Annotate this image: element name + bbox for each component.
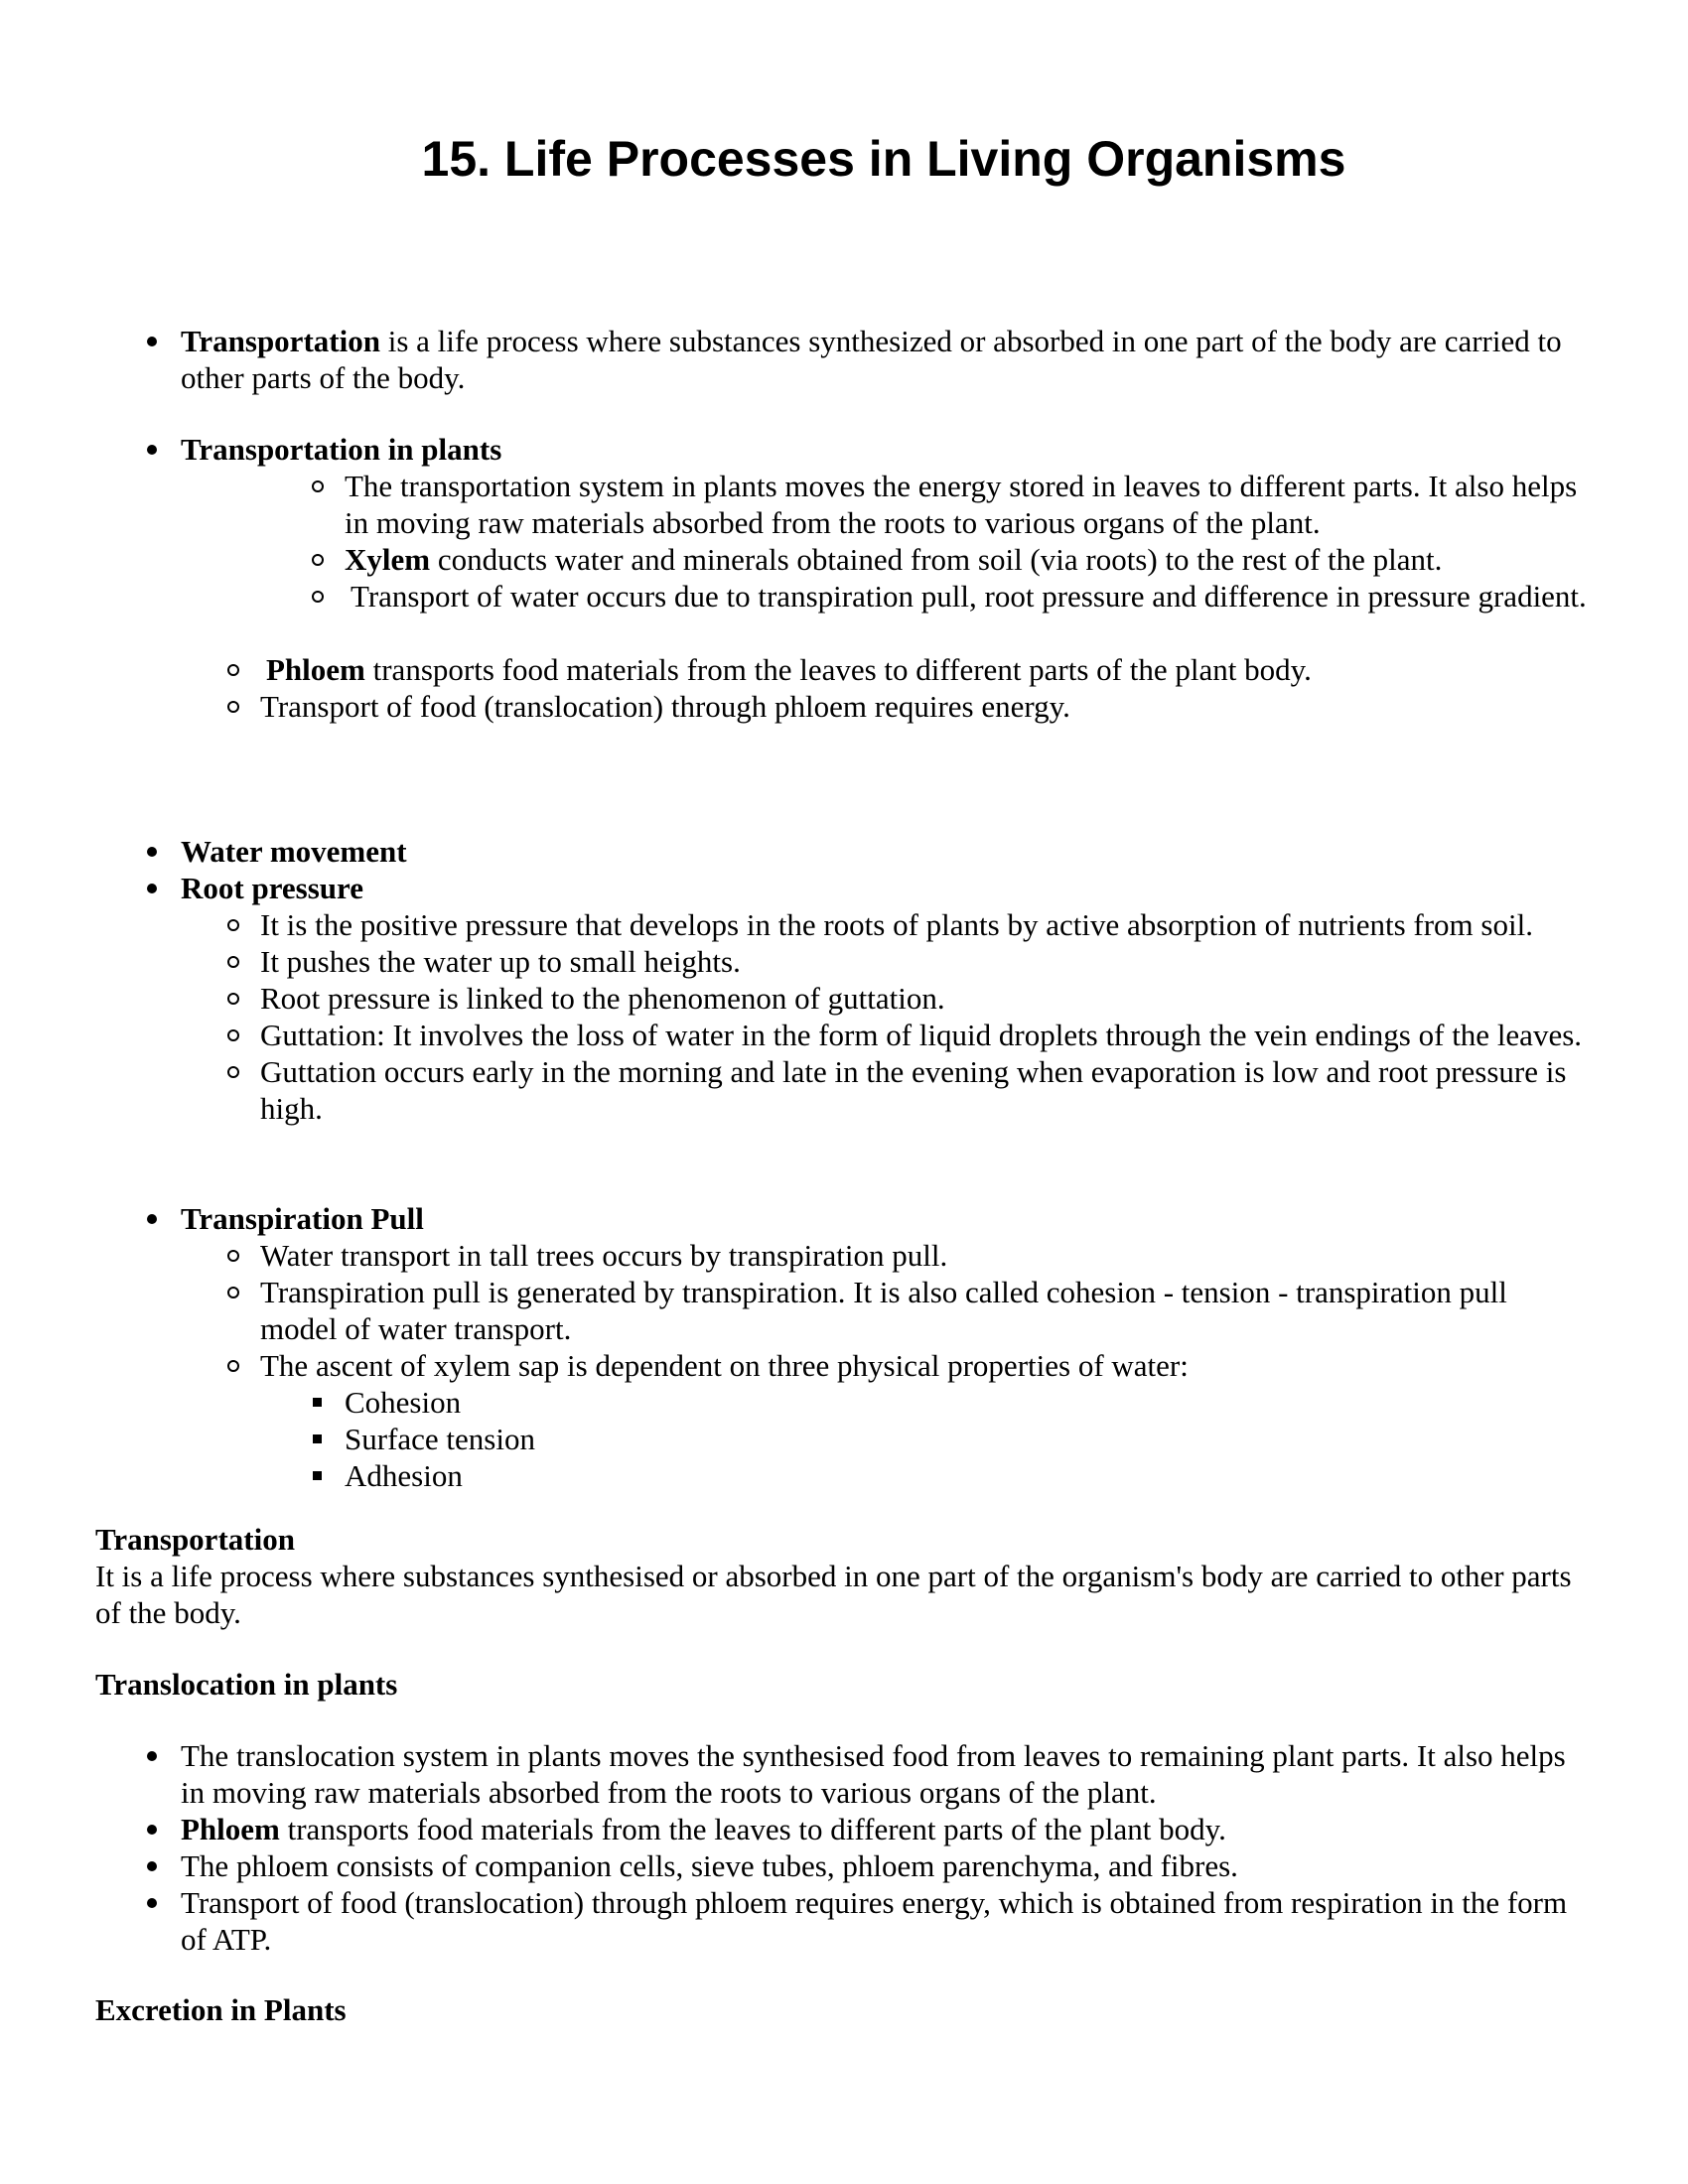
phloem-sublist [179,651,1589,725]
translocation-section-heading [95,1666,1605,1703]
transpiration-pull-sublist [179,1237,1589,1384]
page-title: 15. Life Processes in Living Organisms [421,131,1346,187]
root-pressure-sublist [179,906,1589,1127]
list-item-text: The ascent of xylem sap is dependent on three physical properties of water: [260,1348,1189,1383]
list-item [179,943,1589,980]
transpiration-pull-list [99,1200,1589,1237]
list-item-text: It is the positive pressure that develops in the roots of plants by active absorption of nutrients from soil. [260,907,1533,942]
list-item-text: Surface tension [345,1422,535,1456]
section-heading-translocation: Translocation in plants [95,1667,398,1702]
list-item-text: Adhesion [345,1458,463,1493]
list-item-text: Transpiration pull is generated by transpiration. It is also called cohesion - tension - transpiration pull model of water transport. [260,1275,1507,1346]
list-item [179,1053,1589,1127]
list-item-text: conducts water and minerals obtained from soil (via roots) to the rest of the plant. [430,542,1443,577]
list-item [179,1347,1589,1384]
list-item [99,1847,1589,1884]
transportation-in-plants-sublist [263,468,1594,614]
section-heading-transportation: Transportation [95,1522,295,1557]
heading-transpiration-pull: Transpiration Pull [181,1201,424,1236]
list-item-text: Water transport in tall trees occurs by transpiration pull. [260,1238,948,1273]
heading-water-movement: Water movement [181,834,407,869]
list-item [179,1237,1589,1274]
transportation-definition-list [99,323,1589,396]
heading-root-pressure: Root pressure [181,871,363,905]
list-item [263,541,1594,578]
term-phloem: Phloem [181,1812,280,1846]
list-item-text: Guttation occurs early in the morning and late in the evening when evaporation is low and root pressure is high. [260,1054,1567,1126]
list-item-text: Transport of food (translocation) through phloem requires energy, which is obtained from respiration in the form of ATP. [181,1885,1568,1957]
transportation-in-plants-list [99,431,1589,468]
term-phloem: Phloem [266,652,365,687]
water-properties-list [263,1384,1594,1494]
list-item [99,1811,1589,1847]
list-item [179,651,1589,688]
list-item [99,1200,1589,1237]
term-transportation: Transportation [181,324,380,358]
list-item [179,906,1589,943]
list-item-text: The transportation system in plants moves the energy stored in leaves to different parts. It also helps in moving raw materials absorbed from the roots to various organs of the plant. [345,469,1578,540]
list-item-text: The phloem consists of companion cells, sieve tubes, phloem parenchyma, and fibres. [181,1848,1238,1883]
list-item-text: transports food materials from the leaves to different parts of the plant body. [279,1812,1226,1846]
list-item [179,1017,1589,1053]
transportation-section [95,1521,1605,1631]
definition-text: is a life process where substances synthesized or absorbed in one part of the body are carried to other parts of the body. [181,324,1562,395]
list-item-text: It pushes the water up to small heights. [260,944,741,979]
list-item [263,1457,1594,1494]
water-movement-list [99,833,1589,906]
list-item [263,468,1594,541]
list-item [99,870,1589,906]
section-heading-excretion: Excretion in Plants [95,1992,347,2027]
list-item [99,833,1589,870]
list-item [263,1421,1594,1457]
list-item-text: Transport of water occurs due to transpiration pull, root pressure and difference in pressure gradient. [351,579,1587,614]
translocation-list [99,1737,1589,1958]
excretion-section [95,1991,1605,2028]
list-item-text: Root pressure is linked to the phenomenon of guttation. [260,981,945,1016]
list-item [179,980,1589,1017]
list-item [99,1737,1589,1811]
list-item [99,323,1589,396]
term-xylem: Xylem [345,542,431,577]
list-item [99,1884,1589,1958]
list-item-text: Transport of food (translocation) through phloem requires energy. [260,689,1070,724]
list-item [263,578,1594,614]
heading-transportation-in-plants: Transportation in plants [181,432,502,467]
list-item [179,688,1589,725]
list-item-text: The translocation system in plants moves the synthesised food from leaves to remaining plant parts. It also helps in moving raw materials absorbed from the roots to various organs of the plant. [181,1738,1566,1810]
list-item [263,1384,1594,1421]
list-item [99,431,1589,468]
list-item-text: Guttation: It involves the loss of water in the form of liquid droplets through the vein endings of the leaves. [260,1018,1583,1052]
paragraph: It is a life process where substances synthesised or absorbed in one part of the organism's body are carried to other parts of the body. [95,1559,1572,1630]
list-item-text: Cohesion [345,1385,462,1420]
list-item [179,1274,1589,1347]
list-item-text: transports food materials from the leaves to different parts of the plant body. [364,652,1312,687]
